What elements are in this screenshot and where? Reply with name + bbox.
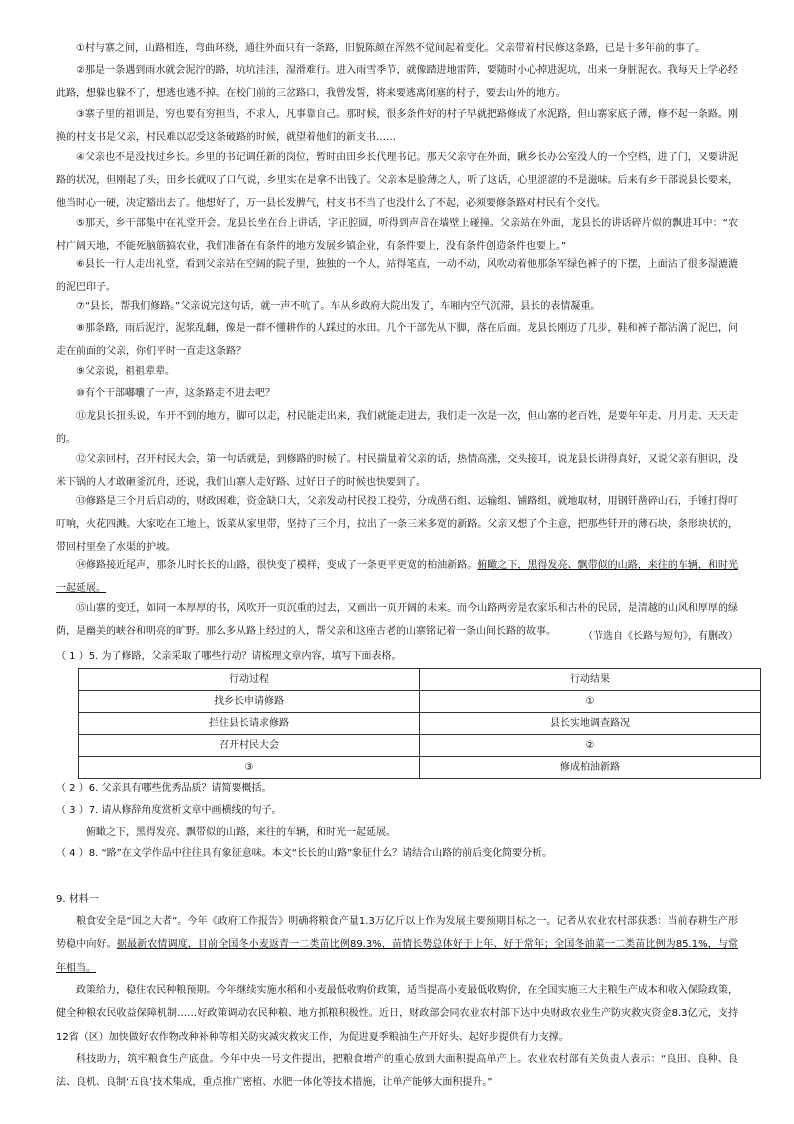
material-paragraph-1-text: 粮食安全是“国之大者”。今年《政府工作报告》明确将粮食产量1.3万亿斤以上作为发展主要预期目标之一。记者从农业农村部获悉：当前春耕生产形势稳中向好。	[56, 916, 738, 951]
passage-paragraph-2: ②那是一条遇到雨水就会泥泞的路，坑坑洼洼，湿滑难行。进入雨雪季节，就像踏进地雷阵，要随时小心掉进泥坑，出来一身脏泥衣。我每天上学必经此路，想躲也躲不了，想逃也逃不掉。在校门前的三岔路口，我曾发誓，将来要逃离闭塞的村子，要去山外的地方。	[56, 65, 738, 99]
material-paragraph-2: 政策给力，稳住农民种粮预期。今年继续实施水稻和小麦最低收购价政策，适当提高小麦最低收购价，在全国实施三大主粮生产成本和收入保险政策，健全种粮农民收益保障机制……好政策调动农民种粮、地方抓粮积极性。近日，财政部会同农业农村部下达中央财政农业生产防灾救灾资金8.3亿元，支持12省（区）加快做好农作物改种补种等相关防灾减灾救灾工作，为促进夏季粮油生产开好头、起好步提供有力支撑。	[56, 985, 738, 1043]
table-cell: 找乡长申请修路	[79, 691, 420, 713]
passage-paragraph-12: ⑫父亲回村，召开村民大会，第一句话就是，到修路的时候了。村民揣量着父亲的话，热情高涨，交头接耳，说龙县长讲得真好，又说父亲有胆识，没米下锅的人才敢砸釜沉舟，还说，我们山寨人走好路、过好日子的时候也快要到了。	[56, 454, 738, 488]
question-3-quote: 俯瞰之下，黑得发亮、飘带似的山路，来往的车辆，和时光一起延展。	[86, 827, 396, 838]
table-header-process: 行动过程	[79, 669, 420, 691]
underlined-sentence: 俯瞰之下，黑得发亮、飘带似的山路，来往的车辆，和时光一起延展。	[56, 560, 739, 594]
table-cell: ③	[79, 757, 420, 779]
material-underlined-text: 据最新农情调度，目前全国冬小麦返青一二类苗比例89.3%，苗情长势总体好于上年、好于常年；全国冬油菜一二类苗比例为85.1%，与常年相当。	[56, 939, 738, 974]
table-header-row	[79, 669, 761, 691]
passage-paragraph-15: ⑮山寨的变迁，如同一本厚厚的书，风吹开一页沉重的过去，又画出一页开阔的未来。而今山路两旁是农家乐和古朴的民居，是清越的山风和厚厚的绿荫，是幽美的峡谷和明亮的旷野。那么多从路上经过的人，帮父亲和这座古老的山寨铭记着一条山间长路的故事。	[56, 603, 738, 637]
table-cell: ②	[420, 735, 761, 757]
passage-paragraph-4: ④父亲也不是没找过乡长。乡里的书记调任新的岗位，暂时由田乡长代理书记。那天父亲守在外面，瞅乡长办公室没人的一个空档，进了门，又要讲泥路的状况，但刚起了头，田乡长就叹了口气说，乡里实在是拿不出钱了。父亲本是脸薄之人，听了这话，心里涩涩的不是滋味。后来有乡干部说县长要来，他当时心一硬，决定豁出去了。他想好了，万一县长发脾气，村支书不当了也没什么了不起，必须要修条路对村民有个交代。	[56, 152, 738, 209]
source-note: （节选自《长路与短句》，有删改）	[583, 631, 738, 642]
passage-paragraph-3: ③寨子里的祖训是，穷也要有穷担当，不求人，凡事靠自己。那时候，很多条件好的村子早就把路修成了水泥路，但山寨家底子薄，修不起一条路。刚换的村支书是父亲，村民难以忍受这条破路的时候，就望着他们的新支书……	[56, 109, 738, 143]
answer-table	[78, 668, 761, 779]
passage-paragraph-5: ⑤那天，乡干部集中在礼堂开会。龙县长坐在台上讲话，字正腔圆，听得到声音在墙壁上碰撞。父亲站在外面，龙县长的讲话碎片似的飘进耳中：“农村广阔天地，不能死脑筋搞农业，我们准备在有条件的地方发展乡镇企业，有条件要上，没有条件创造条件也要上。”	[56, 218, 738, 252]
passage-paragraph-6: ⑥县长一行人走出礼堂，看到父亲站在空阔的院子里，独独的一个人，站得笔直，一动不动，风吹动着他那条军绿色裤子的下摆，上面沾了很多湿漉漉的泥巴印子。	[56, 259, 738, 293]
passage-paragraph-8: ⑧那条路，雨后泥泞，泥浆乱翻，像是一群不懂耕作的人踩过的水田。几个干部先从下脚，落在后面。龙县长刚迈了几步，鞋和裤子都沾满了泥巴，问走在前面的父亲，你们平时一直走这条路？	[56, 323, 738, 357]
table-cell: 拦住县长请求修路	[79, 713, 420, 735]
passage-paragraph-10: ⑩有个干部嘟囔了一声，这条路走不进去吧？	[76, 388, 275, 399]
question-1: （ 1 ）5. 为了修路，父亲采取了哪些行动？请梳理文章内容，填写下面表格。	[56, 651, 402, 662]
table-row	[79, 691, 761, 713]
material-paragraph-3: 科技助力，筑牢粮食生产底盘。今年中央一号文件提出，把粮食增产的重心放到大面积提高单产上。农业农村部有关负责人表示：“良田、良种、良法、良机、良制‘五良’技术集成，重点推广密植、水肥一体化等技术措施，让单产能够大面积提升。”	[56, 1054, 738, 1089]
question-2: （ 2 ）6. 父亲具有哪些优秀品质？请简要概括。	[56, 783, 272, 794]
table-row	[79, 713, 761, 735]
passage-paragraph-1: ①村与寨之间，山路相连，弯曲环绕，通往外面只有一条路，旧貌陈颜在浑然不觉间起着变化。父亲带着村民修这条路，已是十多年前的事了。	[76, 43, 705, 54]
question-3: （ 3 ）7. 请从修辞角度赏析文章中画横线的句子。	[56, 805, 282, 816]
passage-paragraph-11: ⑪龙县长扭头说，车开不到的地方，脚可以走，村民能走出来，我们就能走进去，我们走一次是一次，但山寨的老百姓，是要年年走、月月走、天天走的。	[56, 411, 738, 445]
passage-paragraph-7: ⑦“县长，帮我们修路。”父亲说完这句话，就一声不吭了。车从乡政府大院出发了，车厢内空气沉滞，县长的表情凝重。	[76, 301, 601, 312]
table-header-result: 行动结果	[420, 669, 761, 691]
material-heading: 9. 材料一	[56, 894, 99, 905]
passage-paragraph-13: ⑬修路是三个月后启动的，财政困难，资金缺口大，父亲发动村民投工投劳，分成凿石组、运输组、铺路组，就地取材，用钢钎凿碎山石，手锤打得叮叮响，火花四溅。大家吃在工地上，饭菜从家里带，坚持了三个月，拉出了一条三米多宽的新路。父亲又想了个主意，把那些钎开的薄石块，条形块状的，带回村里垒了水渠的护坡。	[56, 496, 738, 553]
paragraph-14-text: ⑭修路接近尾声，那条儿时长长的山路，很快变了模样，变成了一条更平更宽的柏油新路。	[76, 560, 478, 571]
table-cell: ①	[420, 691, 761, 713]
table-row	[79, 735, 761, 757]
passage-paragraph-9: ⑨父亲说，祖祖辈辈。	[76, 366, 175, 377]
material-paragraph-1	[56, 910, 738, 980]
table-row	[79, 757, 761, 779]
table-cell: 修成柏油新路	[420, 757, 761, 779]
question-4: （ 4 ）8. “路”在文学作品中往往具有象征意味。本文“长长的山路”象征什么？请结合山路的前后变化简要分析。	[56, 848, 553, 859]
passage-paragraph-14	[56, 555, 738, 601]
table-cell: 召开村民大会	[79, 735, 420, 757]
table-cell: 县长实地调查路况	[420, 713, 761, 735]
